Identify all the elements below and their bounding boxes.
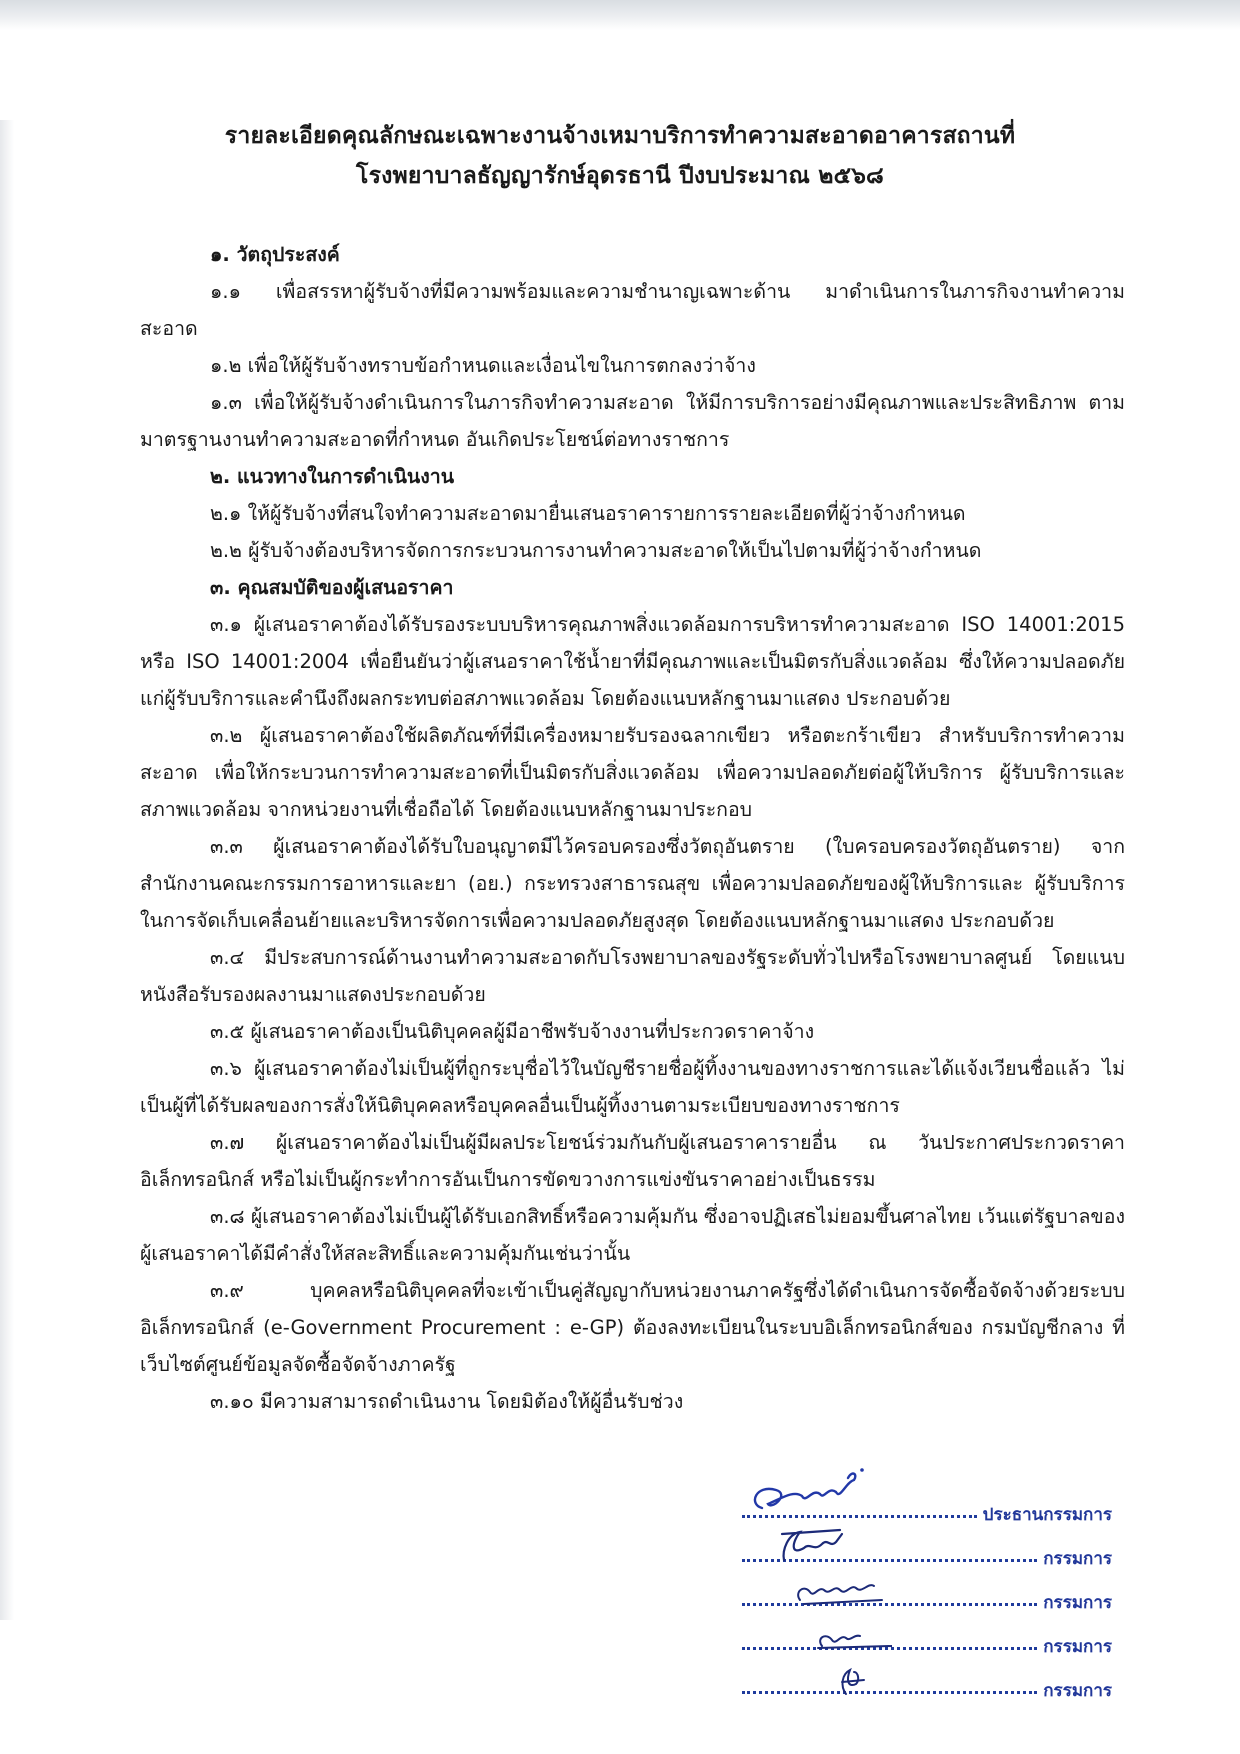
document-title-line1: รายละเอียดคุณลักษณะเฉพาะงานจ้างเหมาบริการทำความสะอาดอาคารสถานที่ xyxy=(224,123,1016,149)
section-heading: ๒. แนวทางในการดำเนินงาน xyxy=(210,465,455,488)
signature-line xyxy=(742,1614,1112,1658)
document-body xyxy=(140,236,1125,1420)
paragraph: ๓.๕ ผู้เสนอราคาต้องเป็นนิติบุคคลผู้มีอาชีพรับจ้างงานที่ประกวดราคาจ้าง xyxy=(210,1020,815,1043)
paragraph: ๓.๒ ผู้เสนอราคาต้องใช้ผลิตภัณฑ์ที่มีเครื่องหมายรับรองฉลากเขียว หรือตะกร้าเขียว สำหรับบริการทำความสะอาด เพื่อให้กระบวนการทำความสะอาดที่เป็นมิตรกับสิ่งแวดล้อม เพื่อความปลอดภัยต่อผู้ให้บริการ ผู้รับบริการและสภาพแวดล้อม จากหน่วยงานที่เชื่อถือได้ โดยต้องแนบหลักฐานมาประกอบ xyxy=(140,724,1125,821)
signature-role: ประธานกรรมการ xyxy=(982,1505,1112,1525)
paragraph: ๑.๒ เพื่อให้ผู้รับจ้างทราบข้อกำหนดและเงื่อนไขในการตกลงว่าจ้าง xyxy=(210,354,756,377)
handwritten-signature xyxy=(742,1610,892,1654)
paragraph: ๓.๘ ผู้เสนอราคาต้องไม่เป็นผู้ได้รับเอกสิทธิ์หรือความคุ้มกัน ซึ่งอาจปฏิเสธไม่ยอมขึ้นศาลไทย เว้นแต่รัฐบาลของผู้เสนอราคาได้มีคำสั่งให้สละสิทธิ์และความคุ้มกันเช่นว่านั้น xyxy=(140,1205,1125,1265)
section-heading: ๓. คุณสมบัติของผู้เสนอราคา xyxy=(210,576,454,599)
paragraph: ๑.๓ เพื่อให้ผู้รับจ้างดำเนินการในภารกิจทำความสะอาด ให้มีการบริการอย่างมีคุณภาพและประสิทธิภาพ ตามมาตรฐานงานทำความสะอาดที่กำหนด อันเกิดประโยชน์ต่อทางราชการ xyxy=(140,391,1125,451)
signature-line xyxy=(742,1658,1112,1702)
paragraph: ๒.๒ ผู้รับจ้างต้องบริหารจัดการกระบวนการงานทำความสะอาดให้เป็นไปตามที่ผู้ว่าจ้างกำหนด xyxy=(210,539,982,562)
paragraph: ๑.๑ เพื่อสรรหาผู้รับจ้างที่มีความพร้อมและความชำนาญเฉพาะด้าน มาดำเนินการในภารกิจงานทำความสะอาด xyxy=(140,280,1125,340)
handwritten-signature xyxy=(742,1564,892,1610)
paragraph: ๓.๙ บุคคลหรือนิติบุคคลที่จะเข้าเป็นคู่สัญญากับหน่วยงานภาครัฐซึ่งได้ดำเนินการจัดซื้อจัดจ้างด้วยระบบ อิเล็กทรอนิกส์ (e-Government Procurement : e-GP) ต้องลงทะเบียนในระบบอิเล็กทรอนิกส์ของ กรมบัญชีกลาง ที่เว็บไซต์ศูนย์ข้อมูลจัดซื้อจัดจ้างภาครัฐ xyxy=(140,1279,1125,1376)
scan-shadow-top xyxy=(0,0,1240,30)
handwritten-signature xyxy=(742,1460,902,1522)
signature-role: กรรมการ xyxy=(1043,1593,1112,1613)
section-heading: ๑. วัตถุประสงค์ xyxy=(210,243,340,266)
signature-role: กรรมการ xyxy=(1043,1681,1112,1701)
paragraph: ๓.๗ ผู้เสนอราคาต้องไม่เป็นผู้มีผลประโยชน์ร่วมกันกับผู้เสนอราคารายอื่น ณ วันประกาศประกวดราคา อิเล็กทรอนิกส์ หรือไม่เป็นผู้กระทำการอันเป็นการขัดขวางการแข่งขันราคาอย่างเป็นธรรม xyxy=(140,1131,1125,1191)
paragraph: ๒.๑ ให้ผู้รับจ้างที่สนใจทำความสะอาดมายื่นเสนอราคารายการรายละเอียดที่ผู้ว่าจ้างกำหนด xyxy=(210,502,966,525)
signature-role: กรรมการ xyxy=(1043,1549,1112,1569)
document-title-line2: โรงพยาบาลธัญญารักษ์อุดรธานี ปีงบประมาณ ๒๕๖๘ xyxy=(356,163,884,189)
handwritten-signature xyxy=(742,1516,862,1566)
signature-block xyxy=(742,1468,1112,1702)
paragraph: ๓.๑ ผู้เสนอราคาต้องได้รับรองระบบบริหารคุณภาพสิ่งแวดล้อมการบริหารทำความสะอาด ISO 14001:2015 หรือ ISO 14001:2004 เพื่อยืนยันว่าผู้เสนอราคาใช้น้ำยาที่มีคุณภาพและเป็นมิตรกับสิ่งแวดล้อม ซึ่งให้ความปลอดภัยแก่ผู้รับบริการและคำนึงถึงผลกระทบต่อสภาพแวดล้อม โดยต้องแนบหลักฐานมาแสดง ประกอบด้วย xyxy=(140,613,1125,710)
paragraph: ๓.๖ ผู้เสนอราคาต้องไม่เป็นผู้ที่ถูกระบุชื่อไว้ในบัญชีรายชื่อผู้ทิ้งงานของทางราชการและได้แจ้งเวียนชื่อแล้ว ไม่เป็นผู้ที่ได้รับผลของการสั่งให้นิติบุคคลหรือบุคคลอื่นเป็นผู้ทิ้งงานตามระเบียบของทางราชการ xyxy=(140,1057,1125,1117)
paragraph: ๓.๑๐ มีความสามารถดำเนินงาน โดยมิต้องให้ผู้อื่นรับช่วง xyxy=(210,1390,684,1413)
signature-role: กรรมการ xyxy=(1043,1637,1112,1657)
paragraph: ๓.๓ ผู้เสนอราคาต้องได้รับใบอนุญาตมีไว้ครอบครองซึ่งวัตถุอันตราย (ใบครอบครองวัตถุอันตราย) จาก สำนักงานคณะกรรมการอาหารและยา (อย.) กระทรวงสาธารณสุข เพื่อความปลอดภัยของผู้ให้บริการและ ผู้รับบริการในการจัดเก็บเคลื่อนย้ายและบริหารจัดการเพื่อความปลอดภัยสูงสุด โดยต้องแนบหลักฐานมาแสดง ประกอบด้วย xyxy=(140,835,1125,932)
paragraph: ๓.๔ มีประสบการณ์ด้านงานทำความสะอาดกับโรงพยาบาลของรัฐระดับทั่วไปหรือโรงพยาบาลศูนย์ โดยแนบหนังสือรับรองผลงานมาแสดงประกอบด้วย xyxy=(140,946,1125,1006)
scan-shadow-left xyxy=(0,120,14,1620)
signature-line xyxy=(742,1570,1112,1614)
handwritten-signature xyxy=(742,1654,892,1698)
